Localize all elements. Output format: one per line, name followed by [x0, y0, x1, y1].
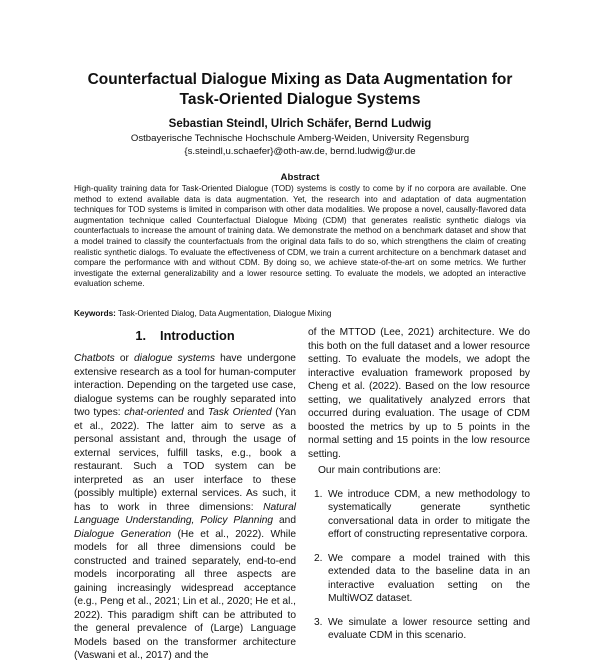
title-line-2: Task-Oriented Dialogue Systems: [179, 91, 421, 108]
contributions-list: [308, 488, 530, 643]
contributions-heading: Our main contributions are:: [318, 465, 441, 476]
right-column: [308, 326, 530, 653]
left-column: [74, 328, 296, 663]
title-line-1: Counterfactual Dialogue Mixing as Data Augmentation for: [87, 71, 513, 88]
paper-title: [60, 70, 540, 110]
italic-term: chat-oriented: [124, 407, 184, 418]
section-title: Introduction: [160, 328, 235, 343]
body-text: (He et al., 2022). While models for all three dimensions could be constructed and trained separately, end-to-end models incorporating all three aspects are gaining increasingly widespread acceptance (e.g., Peng et al., 2021; Lin et al., 2020; He et al., 2022). This paradigm shift can be attributed to the general prevalence of (Large) Language Models based on the transformer architecture (Vaswani et al., 2017) and the: [74, 528, 297, 661]
list-item: [308, 616, 530, 643]
body-text: and: [183, 407, 208, 418]
section-number: 1.: [135, 328, 147, 343]
body-text: or: [114, 353, 135, 364]
list-item-text: We simulate a lower resource setting and evaluate CDM in this scenario.: [328, 616, 530, 641]
italic-term: dialogue systems: [134, 353, 215, 364]
body-text: have undergone extensive research as a tool for human-computer interaction. Depending on the targeted use case, dialogue systems can be roughly separated into two types:: [74, 353, 296, 418]
list-number: 3.: [314, 616, 323, 628]
italic-term: Task Oriented: [207, 407, 272, 418]
italic-term: Natural Language Understanding, Policy Planning: [74, 501, 296, 526]
author-list: Sebastian Steindl, Ulrich Schäfer, Bernd Ludwig: [168, 118, 432, 130]
abstract-heading: Abstract: [280, 172, 320, 183]
list-number: 1.: [314, 488, 323, 500]
italic-term: Dialogue Generation: [74, 528, 172, 540]
intro-paragraph: [74, 352, 296, 663]
abstract-text: High-quality training data for Task-Oriented Dialogue (TOD) systems is costly to come by if no corpora are available. One method to extend available data is data augmentation. Yet, the research into and adaptation of data augmentation techniques for TOD systems is limited in comparison with other data modalities. We propose a novel, causally-flavored data augmentation technique called Counterfactual Dialogue Mixing (CDM) that generates realistic synthetic dialogs via counterfactuals to increase the amount of training data. We demonstrate the method on a benchmark dataset and show that a model trained to classify the counterfactuals from the original data fails to do so, which strengthens the claim of creating realistic synthetic dialogs. To evaluate the effectiveness of CDM, we train a current architecture on a benchmark dataset and compare the performance with and without CDM. By doing so, we achieve state-of-the-art on some metrics. We further investigate the external generalizability and a lower resource setting. To evaluate the models, we adopted an interactive evaluation scheme.: [74, 184, 526, 289]
body-text: (Yan et al., 2022). The latter aim to serve as a personal assistant and, through the usage of external services, fulfill tasks, e.g., book a restaurant. Such a TOD system can be interpreted as an user interface to these (possibly multiple) external services. As such, it has to work in three dimensions:: [74, 407, 296, 513]
italic-term: Chatbots: [74, 353, 115, 364]
keywords-line: [74, 309, 526, 318]
body-text: and: [273, 515, 296, 526]
list-number: 2.: [314, 552, 323, 564]
list-item: [308, 488, 530, 542]
right-paragraph: of the MTTOD (Lee, 2021) architecture. We do this both on the full dataset and a lower resource setting. To evaluate the models, we adopt the interactive evaluation framework proposed by Cheng et al. (2022). Based on the low resource setting, we qualitatively analyzed errors that occurred during evaluation. The usage of CDM boosted the metrics by up to 5 points in the normal setting and 15 points in the low resource setting.: [308, 327, 530, 460]
section-heading-introduction: [74, 328, 296, 344]
list-item: [308, 552, 530, 606]
keywords-text: Task-Oriented Dialog, Data Augmentation, Dialogue Mixing: [118, 309, 332, 318]
list-item-text: We introduce CDM, a new methodology to systematically generate synthetic conversational data in order to mitigate the effort of constructing representative corpora.: [328, 488, 530, 540]
affiliation-block: [60, 133, 540, 158]
keywords-label: Keywords:: [74, 309, 116, 318]
list-item-text: We compare a model trained with this extended data to the baseline data in an interactive evaluation setting on the MultiWOZ dataset.: [328, 552, 530, 604]
author-emails: {s.steindl,u.schaefer}@oth-aw.de, bernd.ludwig@ur.de: [184, 145, 416, 157]
affiliation: Ostbayerische Technische Hochschule Amberg-Weiden, University Regensburg: [130, 133, 470, 144]
